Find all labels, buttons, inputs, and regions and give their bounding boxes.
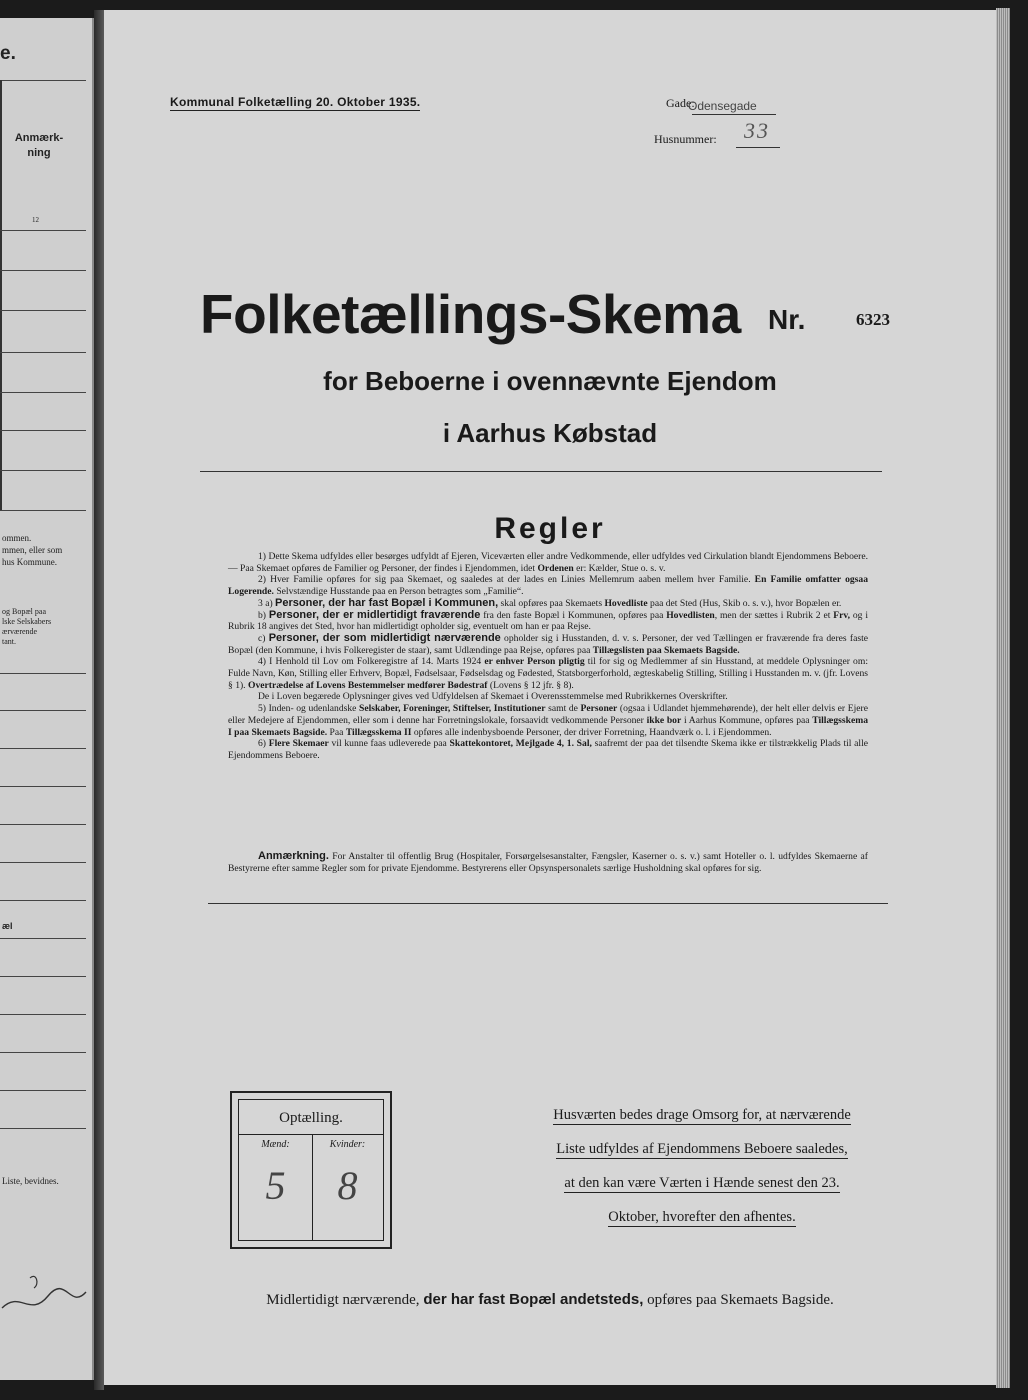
- form-subtitle: for Beboerne i ovennævnte Ejendom: [323, 366, 777, 396]
- landlord-note-line: at den kan være Værten i Hænde senest den 23.: [564, 1175, 840, 1191]
- left-page-rule: [0, 1014, 86, 1015]
- left-page-column-rule: [0, 80, 2, 510]
- left-page-fragment-liste: Liste, bevidnes.: [2, 1176, 59, 1186]
- remark-label: Anmærkning.: [258, 850, 329, 862]
- title-divider: [200, 471, 882, 472]
- left-page-text-line: mmen, eller som: [2, 545, 63, 555]
- left-page-title-fragment: e.: [0, 43, 16, 64]
- census-form-page: [104, 10, 996, 1385]
- left-page-rule: [0, 862, 86, 863]
- rule-2: 2) Hver Familie opføres for sig paa Skemaet, og saaledes at der lades en Linies Mellemrum aaben mellem hver Familie. En Familie omfatter ogsaa Logerende. Selvstændige Husstande paa en Person betragtes som „Familie“.: [228, 574, 868, 598]
- left-page-rule: [0, 1090, 86, 1091]
- house-number-label: Husnummer:: [654, 132, 717, 146]
- street-label: Gade:: [666, 96, 695, 110]
- left-page-rule: [0, 1052, 86, 1053]
- left-page-rule: [0, 270, 86, 271]
- rule-4: 4) I Henhold til Lov om Folkeregistre af 14. Marts 1924 er enhver Person pligtig til for sig og Medlemmer af sin Husstand, at meddele Oplysninger om: Fulde Navn, Køn, Stilling eller Erhverv, Bopæl, Fødselsaar, Fødselsdag og Fødested, Statsborgerforhold, ægteskabelig Stilling, Stilling i Husstanden m. v. (jfr. Lovens § 1). Overtrædelse af Lovens Bestemmelser medfører Bødestraf (Lovens § 12 jfr. § 8).: [228, 656, 868, 691]
- left-page-rule: [0, 392, 86, 393]
- left-page-signature: [0, 1270, 90, 1330]
- street-underline: [692, 114, 776, 115]
- form-subtitle-city: i Aarhus Købstad: [442, 418, 658, 448]
- left-page-text-line: hus Kommune.: [2, 557, 57, 567]
- form-number-value: 6323: [856, 310, 890, 329]
- remark-text: For Anstalter til offentlig Brug (Hospitaler, Forsørgelsesanstalter, Fængsler, Kaserner o. s. v.) samt Hoteller o. l. udfyldes Skemaerne af Bestyrerne efter samme Regler som for private Ejendomme. Bestyrerens eller Opsynspersonalets særlige Husholdning skal opføres for sig.: [228, 851, 868, 874]
- left-page-text-line: tant.: [2, 637, 16, 646]
- footer-note: Midlertidigt nærværende, der har fast Bopæl andetsteds, opføres paa Skemaets Bagside.: [266, 1291, 834, 1308]
- women-count: 8: [337, 1163, 358, 1208]
- binding-gutter: [94, 10, 104, 1390]
- rule-3a: 3 a) Personer, der har fast Bopæl i Kommunen, skal opføres paa Skemaets Hovedliste paa det Sted (Hus, Skib o. s. v.), hvor Bopælen er.: [258, 596, 842, 609]
- form-title: Folketællings-Skema: [200, 283, 741, 345]
- landlord-note: [532, 1098, 872, 1234]
- left-page-text-line: lske Selskabers: [2, 617, 52, 626]
- left-page-rule: [0, 938, 86, 939]
- landlord-note-line: Husværten bedes drage Omsorg for, at nærværende: [553, 1107, 851, 1123]
- left-page-rule: [0, 310, 86, 311]
- rules-divider: [208, 903, 888, 904]
- landlord-note-line: Liste udfyldes af Ejendommens Beboere saaledes,: [556, 1141, 848, 1157]
- men-label: Mænd:: [261, 1139, 290, 1150]
- left-page-rule: [0, 824, 86, 825]
- left-page-column-header: Anmærk-ning: [14, 132, 64, 159]
- left-page-rule: [0, 748, 86, 749]
- remark-note: [228, 851, 868, 874]
- left-page-text-line: ærværende: [2, 627, 38, 636]
- census-header: Kommunal Folketælling 20. Oktober 1935.: [170, 95, 421, 109]
- house-number-underline: [736, 147, 780, 148]
- left-page-rule: [0, 710, 86, 711]
- left-page-rule: [0, 230, 86, 231]
- left-page-rule: [0, 1128, 86, 1129]
- rule-3c: c) Personer, der som midlertidigt nærværende opholder sig i Husstanden, d. v. s. Personer, der ved Tællingen er fraværende fra deres faste Bopæl (den Kommune, i hvis Folkeregister de staar), samt Udlændinge paa Rejse, opføres paa Tillægslisten paa Skemaets Bagside.: [228, 631, 869, 656]
- men-count: 5: [265, 1163, 286, 1208]
- rule-1: 1) Dette Skema udfyldes eller besørges udfyldt af Ejeren, Viceværten eller andre Vedkommende, eller udfyldes ved Cirkulation blandt Ejendommens Beboere. — Paa Skemaet opføres de Familier og Personer, der findes i Ejendommen, idet Ordenen er: Kælder, Stue o. s. v.: [228, 551, 868, 574]
- left-page-rule: [0, 786, 86, 787]
- left-page-rule: [0, 900, 86, 901]
- left-page-rule: [0, 430, 86, 431]
- left-page-rule: [0, 510, 86, 511]
- form-number-label: Nr.: [768, 304, 806, 335]
- left-page-text-line: ommen.: [2, 533, 32, 543]
- left-page-rule: [0, 976, 86, 977]
- rule-4-continued: De i Loven begærede Oplysninger gives ved Udfyldelsen af Skemaet i Overensstemmelse med Rubrikkernes Overskrifter.: [258, 691, 728, 703]
- house-number-value: 33: [744, 118, 770, 143]
- left-page-rule: [0, 673, 86, 674]
- left-page-text-line: og Bopæl paa: [2, 607, 46, 616]
- women-label: Kvinder:: [329, 1139, 366, 1150]
- left-facing-page: [0, 18, 94, 1380]
- count-box: [230, 1091, 392, 1249]
- rule-3b: b) Personer, der er midlertidigt fraværende fra den faste Bopæl i Kommunen, opføres paa Hovedlisten, men der sættes i Rubrik 2 et Frv, og i Rubrik 18 angives det Sted, hvor han midlertidigt opholder sig, eventuelt om han er paa Rejse.: [228, 608, 869, 633]
- rule-5: 5) Inden- og udenlandske Selskaber, Foreninger, Stiftelser, Institutioner samt de Personer (ogsaa i Udlandet hjemmehørende), der helt eller delvis er Ejere eller Medejere af Ejendommen, eller som i denne har Forretningslokale, forsaavidt vedkommende Personer ikke bor i Aarhus Kommune, opføres paa Tillægsskema I paa Skemaets Bagside. Paa Tillægsskema II opføres alle indenbysboende Personer, der driver Forretning, Haandværk o. l. i Ejendommen.: [228, 703, 869, 738]
- count-title: Optælling.: [279, 1110, 343, 1126]
- left-page-rule: [0, 80, 86, 81]
- rules-text: [228, 551, 868, 762]
- left-page-rule: [0, 470, 86, 471]
- landlord-note-line: Oktober, hvorefter den afhentes.: [608, 1209, 796, 1225]
- left-page-rule: [0, 352, 86, 353]
- rule-6: 6) Flere Skemaer vil kunne faas udleverede paa Skattekontoret, Mejlgade 4, 1. Sal, saafremt der paa det tilsendte Skema ikke er tilstrækkelig Plads til alle Ejendommens Beboere.: [228, 738, 869, 761]
- page-stack-edge: [996, 8, 1010, 1388]
- street-value: Odensegade: [688, 99, 757, 113]
- left-page-column-number: 12: [32, 216, 39, 224]
- rules-heading: Regler: [494, 512, 606, 545]
- left-page-fragment-ael: æl: [2, 921, 13, 931]
